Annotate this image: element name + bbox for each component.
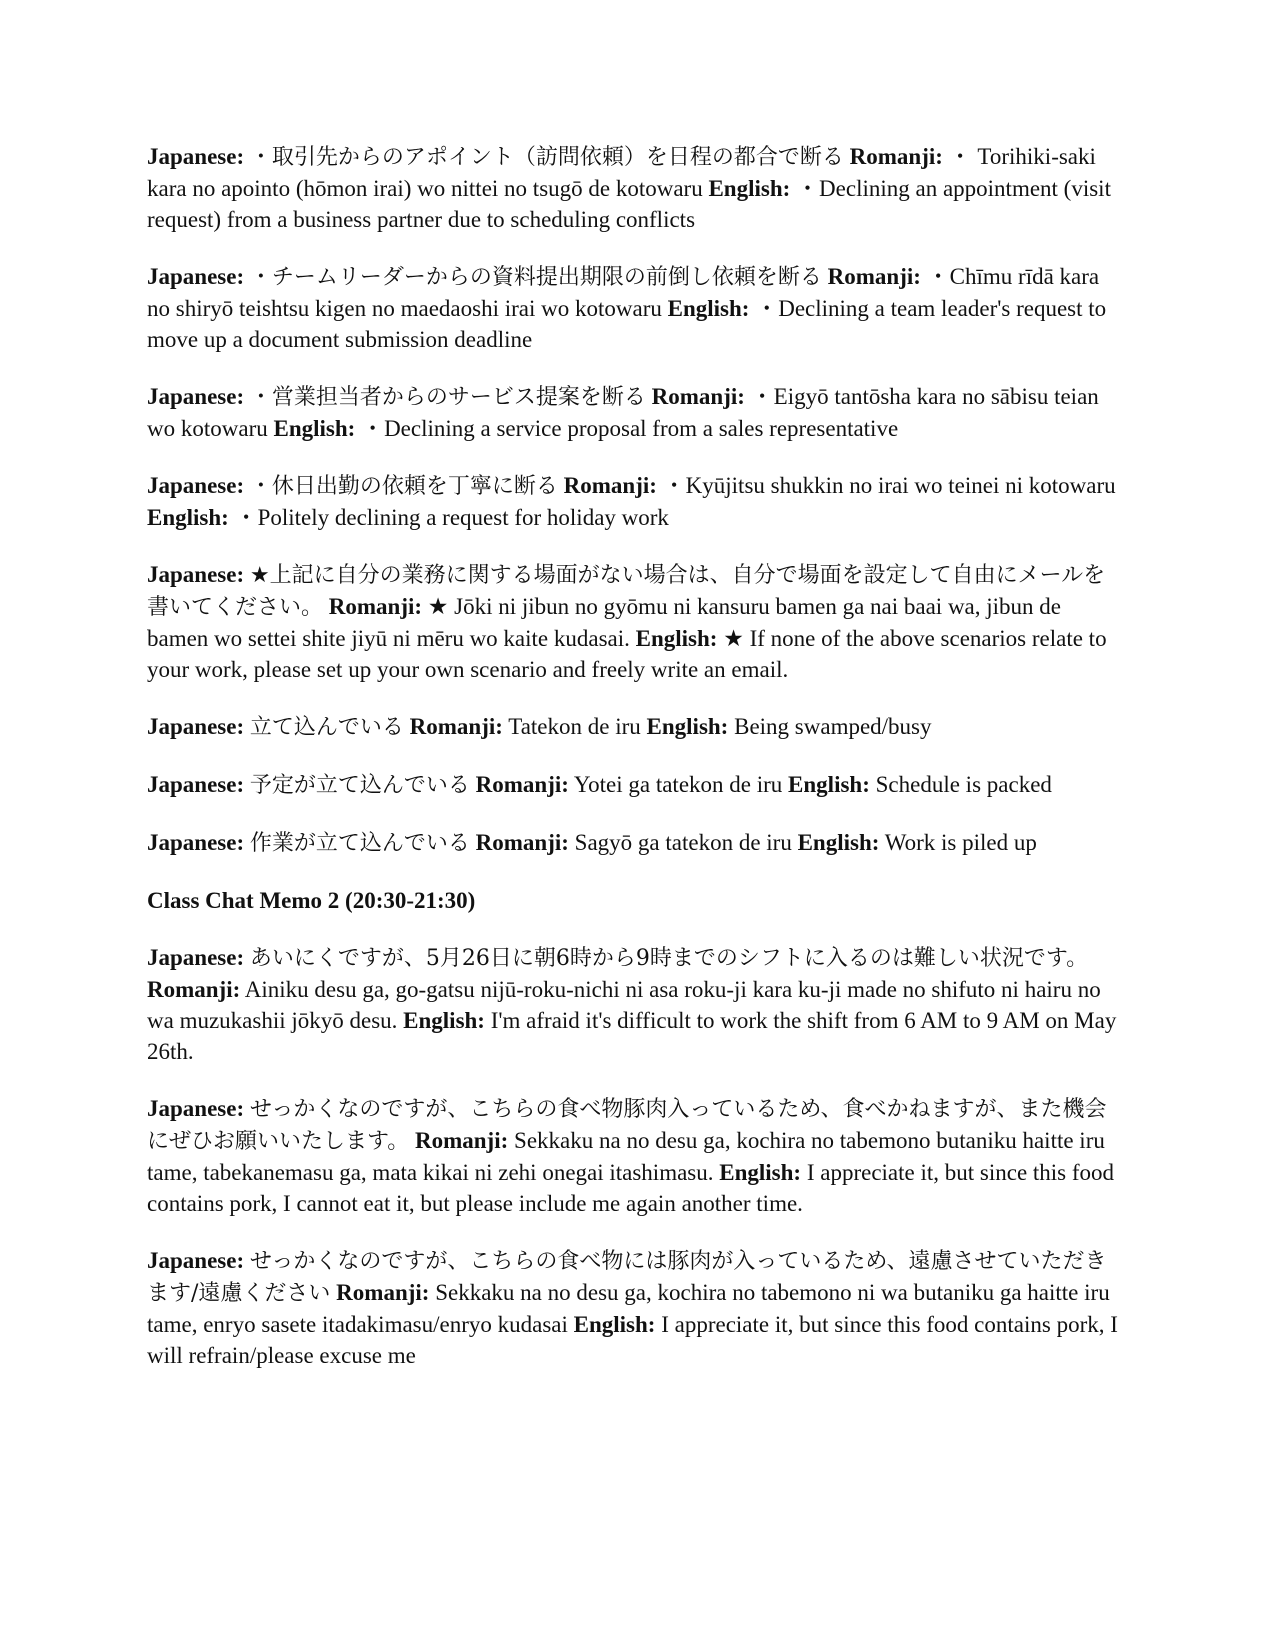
romanji-text: Sekkaku na no desu ga, kochira no tabemono butaniku haitte iru tame, tabekanemasu ga, mata kikai ni zehi onegai itashimasu. [147,1128,1105,1185]
phrase-entry [147,261,1122,355]
romanji-text: ★ Jōki ni jibun no gyōmu ni kansuru bamen ga nai baai wa, jibun de bamen wo settei shite jiyū ni mēru wo kaite kudasai. [147,594,1062,651]
english-text: ★ If none of the above scenarios relate to your work, please set up your own scenario and freely write an email. [147,626,1107,682]
english-label: English: [273,416,356,441]
phrase-list-1 [147,141,1122,859]
phrase-entry [147,470,1122,533]
phrase-entry [147,1245,1122,1371]
romanji-label: Romanji: [563,473,657,498]
phrase-entry [147,711,1122,743]
romanji-label: Romanji: [475,830,569,855]
english-text: I appreciate it, but since this food contains pork, I cannot eat it, but please include me again another time. [147,1160,1115,1216]
romanji-label: Romanji: [415,1128,509,1153]
japanese-text: せっかくなのですが、こちらの食べ物豚肉入っているため、食べかねますが、また機会にぜひお願いいたします。 [147,1097,1107,1154]
phrase-entry [147,141,1122,235]
japanese-text: 予定が立て込んでいる [249,773,470,798]
japanese-label: Japanese: [147,144,245,169]
japanese-label: Japanese: [147,1096,245,1121]
english-text: ・Declining a team leader's request to move up a document submission deadline [147,296,1107,352]
japanese-label: Japanese: [147,945,245,970]
phrase-entry [147,559,1122,685]
english-text: ・Declining a service proposal from a sales representative [361,416,899,441]
japanese-text: ・チームリーダーからの資料提出期限の前倒し依頼を断る [249,265,822,290]
phrase-entry [147,1093,1122,1219]
japanese-label: Japanese: [147,1248,245,1273]
english-text: I appreciate it, but since this food contains pork, I will refrain/please excuse me [147,1312,1118,1368]
romanji-text: ・Chīmu rīdā kara no shiryō teishtsu kigen no maedaoshi irai wo kotowaru [147,264,1100,321]
english-label: English: [646,714,729,739]
document-page [147,141,1122,1397]
romanji-label: Romanji: [651,384,745,409]
romanji-text: ・Eigyō tantōsha kara no sābisu teian wo kotowaru [147,384,1099,441]
japanese-text: せっかくなのですが、こちらの食べ物には豚肉が入っているため、遠慮させていただきます/遠慮ください [147,1249,1107,1306]
romanji-text: Yotei ga tatekon de iru [573,772,783,797]
phrase-entry [147,827,1122,859]
english-text: Work is piled up [884,830,1037,855]
english-label: English: [403,1008,485,1033]
romanji-label: Romanji: [147,977,241,1002]
japanese-label: Japanese: [147,830,245,855]
english-text: ・Politely declining a request for holiday work [234,505,669,530]
romanji-text: Tatekon de iru [508,714,641,739]
english-label: English: [573,1312,656,1337]
english-label: English: [708,176,791,201]
romanji-label: Romanji: [849,144,943,169]
japanese-label: Japanese: [147,562,245,587]
english-label: English: [667,296,750,321]
romanji-label: Romanji: [475,772,569,797]
romanji-label: Romanji: [409,714,503,739]
romanji-text: ・ Torihiki-saki kara no apointo (hōmon irai) wo nittei no tsugō de kotowaru [147,144,1096,201]
romanji-text: Ainiku desu ga, go-gatsu nijū-roku-nichi ni asa roku-ji kara ku-ji made no shifuto ni hairu no wa muzukashii jōkyō desu. [147,977,1101,1033]
romanji-text: ・Kyūjitsu shukkin no irai wo teinei ni kotowaru [662,473,1116,498]
phrase-entry [147,381,1122,444]
japanese-text: 立て込んでいる [249,715,404,740]
japanese-label: Japanese: [147,264,245,289]
section-heading: Class Chat Memo 2 (20:30-21:30) [147,888,476,913]
japanese-text: あいにくですが、5月26日に朝6時から9時までのシフトに入るのは難しい状況です。 [249,946,1089,971]
japanese-text: ★上記に自分の業務に関する場面がない場合は、自分で場面を設定して自由にメールを書いてください。 [147,563,1106,620]
english-text: ・Declining an appointment (visit request) from a business partner due to scheduling conflicts [147,176,1111,232]
japanese-text: ・休日出勤の依頼を丁寧に断る [249,474,558,499]
english-label: English: [147,505,229,530]
english-label: English: [797,830,880,855]
phrase-entry [147,942,1122,1067]
japanese-text: ・営業担当者からのサービス提案を断る [249,385,646,410]
english-label: English: [635,626,718,651]
romanji-text: Sekkaku na no desu ga, kochira no tabemono ni wa butaniku ga haitte iru tame, enryo sasete itadakimasu/enryo kudasai [147,1280,1110,1337]
english-text: Being swamped/busy [734,714,932,739]
english-text: Schedule is packed [875,772,1052,797]
japanese-text: 作業が立て込んでいる [249,831,470,856]
romanji-text: Sagyō ga tatekon de iru [574,830,792,855]
japanese-label: Japanese: [147,473,245,498]
romanji-label: Romanji: [336,1280,430,1305]
english-label: English: [788,772,870,797]
japanese-label: Japanese: [147,384,245,409]
phrase-list-2 [147,942,1122,1371]
phrase-entry [147,769,1122,801]
japanese-label: Japanese: [147,772,245,797]
english-label: English: [719,1160,802,1185]
japanese-text: ・取引先からのアポイント（訪問依頼）を日程の都合で断る [249,145,844,170]
english-text: I'm afraid it's difficult to work the shift from 6 AM to 9 AM on May 26th. [147,1008,1117,1064]
romanji-label: Romanji: [827,264,921,289]
japanese-label: Japanese: [147,714,245,739]
romanji-label: Romanji: [328,594,423,619]
